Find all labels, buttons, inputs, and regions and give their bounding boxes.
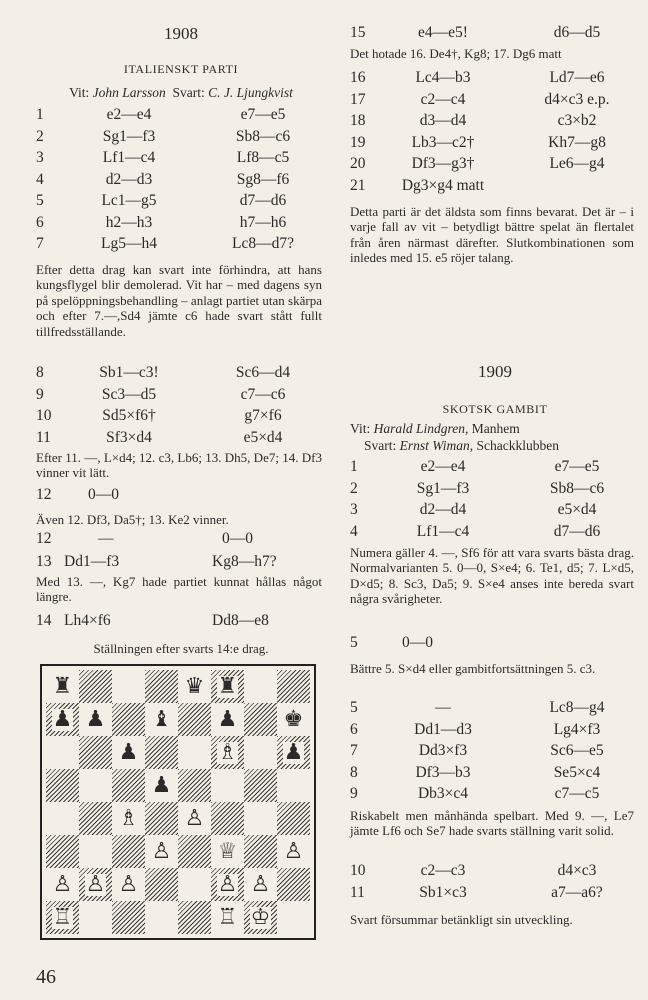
board-square [244,901,277,934]
move-list [350,860,640,903]
board-square [145,769,178,802]
white-move: Sb1—c3! [99,364,159,381]
white-move: Lf1—c4 [102,149,156,166]
move-row [350,719,640,741]
chess-piece-icon: ♗ [217,739,238,765]
move-number: 6 [350,720,358,738]
board-square [277,769,310,802]
black-move: d7—d6 [553,522,601,540]
chess-piece-icon: ♛ [184,673,205,699]
black-move: Sc6—d4 [235,364,291,381]
board-square [277,901,310,934]
board-square [244,769,277,802]
board-square [211,868,244,901]
annotation: Riskabelt men månhända spelbart. Med 9. —, Le7 jämte Lf6 och Se7 hade svarts ställning varit solid. [350,808,634,839]
black-move: d7—d6 [239,192,287,209]
white-move: Dd1—d3 [414,720,472,738]
board-square [46,736,79,769]
move-row [350,478,640,500]
white-player: John Larsson [92,85,166,100]
black-move [514,175,640,197]
move-number: 4 [36,170,44,188]
move-row [350,882,640,904]
move-row [350,783,640,805]
black-move: a7—a6? [551,883,603,901]
move-number: 5 [36,192,44,209]
black-move: d4×c3 e.p. [544,90,610,108]
white-move: e2—e4 [106,106,152,123]
board-square [277,670,310,703]
annotation: Med 13. —, Kg7 hade partiet kunnat hållas något längre. [36,574,322,605]
chess-piece-icon: ♔ [250,904,271,930]
move-number: 15 [350,24,366,41]
white-move: Lc1—g5 [101,192,157,209]
board-square [46,769,79,802]
chess-piece-icon: ♚ [283,706,304,732]
game-year: 1908 [164,24,198,43]
board-square [112,736,145,769]
move-number: 10 [36,407,52,424]
board-square [79,736,112,769]
board-square [211,703,244,736]
board-square [112,901,145,934]
move-row [36,384,326,406]
move-number: 6 [36,213,44,231]
move-number: 9 [36,385,44,403]
white-move: d2—d3 [105,170,153,188]
board-square [79,802,112,835]
board-square [178,901,211,934]
annotation: Bättre 5. S×d4 eller gambitfortsättningen 5. c3. [350,661,596,676]
move-row [350,697,640,719]
black-move: h7—h6 [239,213,287,231]
board-square [277,703,310,736]
black-move: Kh7—g8 [548,133,606,151]
move-number: 2 [36,127,44,145]
move-row [36,104,326,126]
move-number: 3 [350,501,358,518]
move-number: 5 [350,699,358,716]
move-row [350,110,640,132]
board-square [112,670,145,703]
black-move: e5×d4 [243,428,283,446]
white-move: Sf3×d4 [106,428,152,446]
board-square [145,835,178,868]
white-move: — [435,699,451,716]
board-square [79,868,112,901]
move-row [350,132,640,154]
white-move: c2—c4 [420,90,466,108]
black-move: d6—d5 [553,24,601,41]
annotation: Även 12. Df3, Da5†; 13. Ke2 vinner. [36,512,229,527]
chess-piece-icon: ♟ [151,772,172,798]
chess-piece-icon: ♜ [217,673,238,699]
black-move: c7—c5 [554,785,600,802]
black-move: Sb8—c6 [549,479,605,497]
board-square [244,703,277,736]
board-square [46,901,79,934]
move-list [350,697,640,805]
white-move: Sb1×c3 [419,883,467,901]
white-move: Sd5×f6† [102,407,156,424]
annotation: Efter 11. —, L×d4; 12. c3, Lb6; 13. Dh5, De7; 14. Df3 vinner vit lätt. [36,450,322,481]
board-square [211,736,244,769]
move-list [36,362,326,448]
move-row: 13 Dd1—f3 Kg8—h7? [36,553,277,570]
chess-board-grid [46,670,310,934]
white-club: Manhem [471,421,520,436]
move-number: 17 [350,90,366,108]
board-square [277,802,310,835]
move-row [36,126,326,148]
white-move: h2—h3 [105,213,153,231]
move-number: 20 [350,155,366,172]
game-year: 1909 [478,362,512,381]
move-row [36,362,326,384]
move-row [350,153,640,175]
annotation: Det hotade 16. De4†, Kg8; 17. Dg6 matt [350,46,562,61]
chess-piece-icon: ♙ [151,838,172,864]
board-square [211,670,244,703]
white-move: Db3×c4 [417,785,469,802]
move-number: 7 [350,742,358,759]
board-square [145,901,178,934]
board-square [244,736,277,769]
move-number: 1 [350,458,358,475]
annotation: Efter detta drag kan svart inte förhindra, att hans kungsflygel blir demolerad. Vit har – med dagens syn på spelöppningsbehandling – anlagt partiet utan skärpa och efter 7.—,Sd4 jämte c6 hade svart stått fullt tillfredsställande. [36,262,322,339]
move-row [350,67,640,89]
move-number: 10 [350,862,366,879]
board-square [79,670,112,703]
move-row [350,175,640,197]
board-square [178,868,211,901]
chess-piece-icon: ♙ [250,871,271,897]
move-number: 18 [350,112,366,129]
move-row [350,762,640,784]
chess-piece-icon: ♖ [52,904,73,930]
chess-piece-icon: ♙ [85,871,106,897]
black-move: Lc8—g4 [549,699,605,716]
players-line [36,84,326,101]
black-move: g7×f6 [244,407,282,424]
move-row [350,456,640,478]
chess-piece-icon: ♟ [85,706,106,732]
move-list [350,67,640,196]
board-square [244,868,277,901]
move-number: 8 [36,364,44,381]
move-row [36,233,326,255]
board-square [211,802,244,835]
board-square [145,670,178,703]
move-number: 19 [350,133,366,151]
white-move: Dd3×f3 [418,742,468,759]
chess-piece-icon: ♙ [184,805,205,831]
white-move: Lf1—c4 [416,522,470,540]
move-list [36,104,326,255]
board-square [277,835,310,868]
black-player-line: Svart: Ernst Wiman, Schackklubben [364,438,559,453]
board-square [46,868,79,901]
white-move: e2—e4 [420,458,466,475]
move-row: 12 0—0 [36,486,119,503]
chess-piece-icon: ♙ [283,838,304,864]
annotation: Svart försummar betänkligt sin utveckling. [350,912,573,927]
board-square [211,901,244,934]
move-row [350,89,640,111]
chess-diagram [40,664,316,940]
move-row [350,499,640,521]
white-move: c2—c3 [420,862,466,879]
move-number: 9 [350,785,358,802]
black-prefix: Svart: [172,85,205,100]
white-player: Harald Lindgren, [373,421,469,436]
white-move: Lc4—b3 [415,69,471,86]
board-square [46,703,79,736]
move-row: 5 0—0 [350,634,433,651]
move-row [36,212,326,234]
board-square [145,802,178,835]
white-move: Df3—b3 [415,763,471,781]
move-row [36,169,326,191]
board-square [211,835,244,868]
board-square [211,769,244,802]
move-number: 16 [350,69,366,86]
white-move: Dg3×g4 matt [401,176,485,194]
board-square [112,802,145,835]
black-move: Ld7—e6 [549,69,605,86]
black-move: c3×b2 [557,112,597,129]
board-square [112,868,145,901]
board-square [79,769,112,802]
black-move: Sb8—c6 [235,127,291,145]
chess-piece-icon: ♝ [151,706,172,732]
move-row [350,860,640,882]
black-move: Le6—g4 [549,155,605,172]
white-move: Sc3—d5 [101,385,157,403]
board-square [79,835,112,868]
black-move: Lc8—d7? [232,235,294,252]
black-move: Lf8—c5 [236,149,290,166]
white-move: Lb3—c2† [411,133,475,151]
board-square [244,835,277,868]
board-square [178,703,211,736]
move-number: 11 [350,883,365,901]
move-number: 4 [350,522,358,540]
white-move: d2—d4 [419,501,467,518]
white-player-line: Vit: Harald Lindgren, Manhem [350,421,520,436]
white-move: e4—e5! [418,24,468,41]
board-square [112,835,145,868]
opening-title: ITALIENSKT PARTI [123,62,239,76]
board-square [79,703,112,736]
black-move: Se5×c4 [553,763,601,781]
annotation: Numera gäller 4. —, Sf6 för att vara svarts bästa drag. Normalvarianten 5. 0—0, S×e4; 6. Te1, d5; 7. L×d5, D×d5; 8. Sc3, Da5; 9. S×e4 anses inte bereda svart några svårigheter. [350,545,634,607]
chess-piece-icon: ♟ [118,739,139,765]
move-row: 12 — 0—0 [36,530,253,547]
chess-piece-icon: ♗ [118,805,139,831]
white-move: Df3—g3† [411,155,475,172]
chess-piece-icon: ♟ [52,706,73,732]
move-list [350,22,640,44]
black-move: Sg8—f6 [236,170,290,188]
move-number: 7 [36,235,44,252]
black-move: e5×d4 [557,501,597,518]
white-move: Sg1—f3 [416,479,470,497]
move-number: 2 [350,479,358,497]
chess-piece-icon: ♕ [217,838,238,864]
white-prefix: Vit: [69,85,90,100]
board-square [178,769,211,802]
move-row [36,190,326,212]
black-move: Sc6—e5 [550,742,604,759]
board-square [145,703,178,736]
black-move: c7—c6 [240,385,286,403]
black-move: e7—e5 [240,106,286,123]
players-block [350,420,640,454]
black-move: Lg4×f3 [553,720,601,738]
white-move: Lg5—h4 [101,235,157,252]
annotation: Detta parti är det äldsta som finns bevarat. Det är – i varje fall av vit – betydligt bättre spelat än flertalet från åren närmast därefter. Slutkombinationen som inledes med 15. e5 röjer talang. [350,204,634,266]
board-square [277,868,310,901]
move-row [350,22,640,44]
move-number: 3 [36,149,44,166]
move-number: 1 [36,106,44,123]
board-square [112,769,145,802]
move-row [350,521,640,543]
move-row [36,147,326,169]
chess-piece-icon: ♟ [283,739,304,765]
board-square [277,736,310,769]
board-square [178,736,211,769]
move-number: 8 [350,763,358,781]
move-row [36,405,326,427]
move-number: 11 [36,428,51,446]
chess-piece-icon: ♟ [217,706,238,732]
board-square [79,901,112,934]
move-list [350,456,640,542]
chess-piece-icon: ♙ [52,871,73,897]
board-square [46,802,79,835]
chess-piece-icon: ♜ [52,673,73,699]
board-square [112,703,145,736]
black-player: Ernst Wiman, [399,438,474,453]
board-square [46,670,79,703]
board-square [178,670,211,703]
black-player: C. J. Ljungkvist [208,85,293,100]
move-row [36,427,326,449]
chess-piece-icon: ♙ [118,871,139,897]
board-square [46,835,79,868]
diagram-caption: Ställningen efter svarts 14:e drag. [93,641,269,656]
chess-piece-icon: ♖ [217,904,238,930]
board-square [178,835,211,868]
board-square [145,736,178,769]
chess-piece-icon: ♙ [217,871,238,897]
white-move: Sg1—f3 [102,127,156,145]
black-move: d4×c3 [557,862,597,879]
page-number: 46 [36,966,56,988]
move-row: 14 Lh4×f6 Dd8—e8 [36,612,269,629]
black-move: e7—e5 [554,458,600,475]
board-square [145,868,178,901]
board-square [178,802,211,835]
white-move: d3—d4 [419,112,467,129]
board-square [244,670,277,703]
opening-title: SKOTSK GAMBIT [442,402,548,416]
move-number: 21 [350,176,366,194]
move-row [350,740,640,762]
black-club: Schackklubben [476,438,559,453]
board-square [244,802,277,835]
